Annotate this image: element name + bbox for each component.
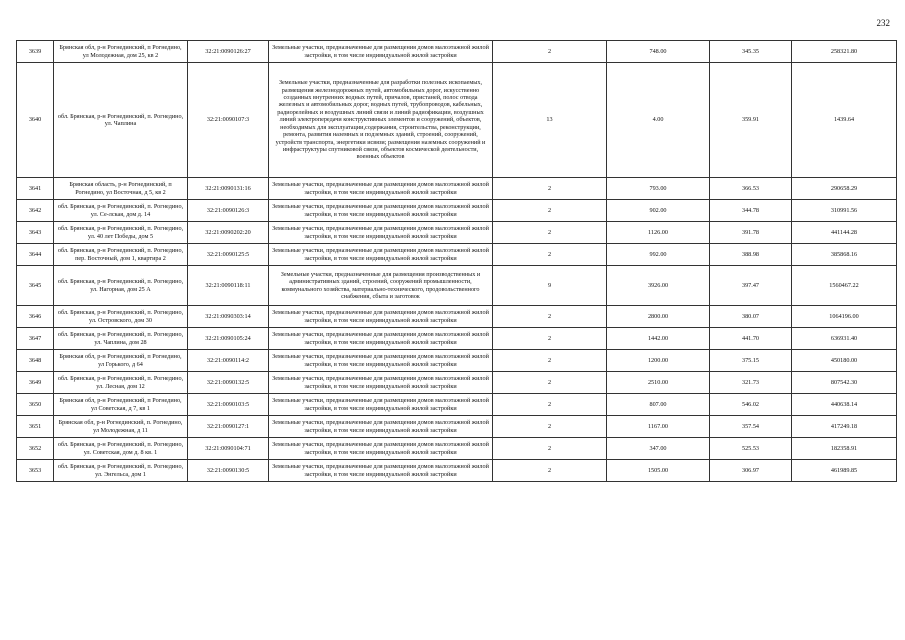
row-land-use: Земельные участки, предназначенные для размещения производственных и административных зданий, строений, сооружений промышленности, коммунального хозяйства, материально-технического, продовольственного снабжения, сбыта и заготовок xyxy=(269,266,493,306)
row-area: 992.00 xyxy=(607,244,710,266)
row-cadastral-number: 32:21:0090132:5 xyxy=(188,372,269,394)
row-cadastral-number: 32:21:0090125:5 xyxy=(188,244,269,266)
table-row xyxy=(17,394,897,416)
table-row xyxy=(17,200,897,222)
table-row xyxy=(17,306,897,328)
row-address: обл. Брянская, р-н Рогнединский, п. Рогнедино, ул. Нагорная, дом 25 А xyxy=(54,266,188,306)
row-cadastral-value: 1560467.22 xyxy=(792,266,897,306)
table-row xyxy=(17,416,897,438)
page-number: 232 xyxy=(876,18,890,28)
table-row xyxy=(17,63,897,178)
row-specific-value: 525.53 xyxy=(710,438,792,460)
row-specific-value: 366.53 xyxy=(710,178,792,200)
table-row xyxy=(17,460,897,482)
row-group-number: 2 xyxy=(493,438,607,460)
row-group-number: 2 xyxy=(493,350,607,372)
table-row xyxy=(17,372,897,394)
row-group-number: 2 xyxy=(493,306,607,328)
row-land-use: Земельные участки, предназначенные для размещения домов малоэтажной жилой застройки, в том числе индивидуальной жилой застройки xyxy=(269,306,493,328)
cadastral-value-table xyxy=(16,40,897,482)
row-area: 2510.00 xyxy=(607,372,710,394)
row-area: 1505.00 xyxy=(607,460,710,482)
row-cadastral-number: 32:21:0090131:16 xyxy=(188,178,269,200)
row-cadastral-value: 450180.00 xyxy=(792,350,897,372)
row-specific-value: 345.35 xyxy=(710,41,792,63)
row-land-use: Земельные участки, предназначенные для размещения домов малоэтажной жилой застройки, в том числе индивидуальной жилой застройки xyxy=(269,41,493,63)
row-number: 3639 xyxy=(17,41,54,63)
row-specific-value: 441.70 xyxy=(710,328,792,350)
table-row xyxy=(17,222,897,244)
row-area: 807.00 xyxy=(607,394,710,416)
row-specific-value: 546.02 xyxy=(710,394,792,416)
row-land-use: Земельные участки, предназначенные для размещения домов малоэтажной жилой застройки, в том числе индивидуальной жилой застройки xyxy=(269,394,493,416)
row-group-number: 2 xyxy=(493,328,607,350)
row-number: 3642 xyxy=(17,200,54,222)
row-number: 3653 xyxy=(17,460,54,482)
row-cadastral-number: 32:21:0090127:1 xyxy=(188,416,269,438)
table-row xyxy=(17,244,897,266)
row-address: обл. Брянская, р-н Рогнединский, п. Рогнедино, ул. Чаплина, дом 28 xyxy=(54,328,188,350)
row-group-number: 2 xyxy=(493,460,607,482)
row-address: обл. Брянская, р-н Рогнединский, п. Рогнедино, пер. Восточный, дом 1, квартира 2 xyxy=(54,244,188,266)
row-address: Брянская область, р-н Рогнединский, п Рогнедино, ул Восточная, д 5, кв 2 xyxy=(54,178,188,200)
row-specific-value: 375.15 xyxy=(710,350,792,372)
row-cadastral-number: 32:21:0090118:11 xyxy=(188,266,269,306)
row-cadastral-value: 636931.40 xyxy=(792,328,897,350)
row-land-use: Земельные участки, предназначенные для разработки полезных ископаемых, размещения железнодорожных путей, автомобильных дорог, искусственно созданных внутренних водных путей, причалов, пристаней, полос отвода железных и автомобильных дорог, водных путей, трубопроводов, кабельных, радиорелейных и воздушных линий связи и линий радиофикации, воздушных линий электропередачи конструктивных элементов и сооружений, объектов, необходимых для эксплуатации,содержания, строительства, реконструкции, ремонта, развития наземных и подземных зданий, строений, сооружений, устройств транспорта, энергетики исвязи; размещения наземных сооружений и инфраструктуры спутниковой связи, объектов космической деятельности, военных объектов xyxy=(269,63,493,178)
row-cadastral-value: 310991.56 xyxy=(792,200,897,222)
row-area: 1200.00 xyxy=(607,350,710,372)
row-address: обл. Брянская, р-н Рогнединский, п. Рогнедино, ул. Энгельса, дом 1 xyxy=(54,460,188,482)
table-row xyxy=(17,266,897,306)
row-number: 3650 xyxy=(17,394,54,416)
row-cadastral-number: 32:21:0090126:3 xyxy=(188,200,269,222)
row-area: 1126.00 xyxy=(607,222,710,244)
row-specific-value: 306.97 xyxy=(710,460,792,482)
row-area: 347.00 xyxy=(607,438,710,460)
row-cadastral-number: 32:21:0090126:27 xyxy=(188,41,269,63)
row-number: 3640 xyxy=(17,63,54,178)
row-cadastral-number: 32:21:0090303:14 xyxy=(188,306,269,328)
table-row xyxy=(17,328,897,350)
row-land-use: Земельные участки, предназначенные для размещения домов малоэтажной жилой застройки, в том числе индивидуальной жилой застройки xyxy=(269,200,493,222)
row-specific-value: 359.91 xyxy=(710,63,792,178)
row-cadastral-number: 32:21:0090105:24 xyxy=(188,328,269,350)
row-cadastral-number: 32:21:0090103:5 xyxy=(188,394,269,416)
row-cadastral-value: 441144.28 xyxy=(792,222,897,244)
row-land-use: Земельные участки, предназначенные для размещения домов малоэтажной жилой застройки, в том числе индивидуальной жилой застройки xyxy=(269,416,493,438)
row-land-use: Земельные участки, предназначенные для размещения домов малоэтажной жилой застройки, в том числе индивидуальной жилой застройки xyxy=(269,350,493,372)
row-area: 902.00 xyxy=(607,200,710,222)
row-cadastral-value: 417249.18 xyxy=(792,416,897,438)
row-number: 3649 xyxy=(17,372,54,394)
table-row xyxy=(17,438,897,460)
row-area: 4.00 xyxy=(607,63,710,178)
row-cadastral-number: 32:21:0090202:20 xyxy=(188,222,269,244)
row-number: 3645 xyxy=(17,266,54,306)
row-cadastral-value: 461989.85 xyxy=(792,460,897,482)
row-cadastral-number: 32:21:0090114:2 xyxy=(188,350,269,372)
row-cadastral-value: 440638.14 xyxy=(792,394,897,416)
row-group-number: 2 xyxy=(493,394,607,416)
row-cadastral-number: 32:21:0090107:3 xyxy=(188,63,269,178)
row-group-number: 2 xyxy=(493,372,607,394)
row-address: обл. Брянская, р-н Рогнединский, п. Рогнедино, ул. Лесная, дом 12 xyxy=(54,372,188,394)
row-area: 793.00 xyxy=(607,178,710,200)
row-group-number: 9 xyxy=(493,266,607,306)
row-address: обл. Брянская, р-н Рогнединский, п. Рогнедино, ул. Островского, дом 30 xyxy=(54,306,188,328)
row-land-use: Земельные участки, предназначенные для размещения домов малоэтажной жилой застройки, в том числе индивидуальной жилой застройки xyxy=(269,460,493,482)
row-specific-value: 397.47 xyxy=(710,266,792,306)
table-row xyxy=(17,41,897,63)
row-address: обл. Брянская, р-н Рогнединский, п. Рогнедино, ул. Чаплина xyxy=(54,63,188,178)
row-land-use: Земельные участки, предназначенные для размещения домов малоэтажной жилой застройки, в том числе индивидуальной жилой застройки xyxy=(269,244,493,266)
row-number: 3647 xyxy=(17,328,54,350)
row-group-number: 2 xyxy=(493,416,607,438)
row-area: 1167.00 xyxy=(607,416,710,438)
row-cadastral-number: 32:21:0090104:71 xyxy=(188,438,269,460)
row-group-number: 2 xyxy=(493,41,607,63)
row-cadastral-number: 32:21:0090130:5 xyxy=(188,460,269,482)
row-number: 3651 xyxy=(17,416,54,438)
row-address: Брянская обл, р-н Рогнединский, п. Рогнедино, ул Молодежная, д 11 xyxy=(54,416,188,438)
row-address: обл. Брянская, р-н Рогнединский, п. Рогнедино, ул. Советская, дом д. 8 кв. 1 xyxy=(54,438,188,460)
row-cadastral-value: 385868.16 xyxy=(792,244,897,266)
row-specific-value: 380.07 xyxy=(710,306,792,328)
row-specific-value: 321.73 xyxy=(710,372,792,394)
row-area: 1442.00 xyxy=(607,328,710,350)
row-cadastral-value: 290658.29 xyxy=(792,178,897,200)
row-specific-value: 357.54 xyxy=(710,416,792,438)
row-specific-value: 344.78 xyxy=(710,200,792,222)
row-land-use: Земельные участки, предназначенные для размещения домов малоэтажной жилой застройки, в том числе индивидуальной жилой застройки xyxy=(269,178,493,200)
row-group-number: 2 xyxy=(493,178,607,200)
table-row xyxy=(17,350,897,372)
row-specific-value: 388.98 xyxy=(710,244,792,266)
row-cadastral-value: 807542.30 xyxy=(792,372,897,394)
row-land-use: Земельные участки, предназначенные для размещения домов малоэтажной жилой застройки, в том числе индивидуальной жилой застройки xyxy=(269,372,493,394)
table-body xyxy=(17,41,897,482)
row-number: 3652 xyxy=(17,438,54,460)
table-row xyxy=(17,178,897,200)
row-land-use: Земельные участки, предназначенные для размещения домов малоэтажной жилой застройки, в том числе индивидуальной жилой застройки xyxy=(269,328,493,350)
row-area: 2800.00 xyxy=(607,306,710,328)
row-address: Брянская обл, р-н Рогнединский, п Рогнедино, ул Молодежная, дом 25, кв 2 xyxy=(54,41,188,63)
row-cadastral-value: 1439.64 xyxy=(792,63,897,178)
row-number: 3644 xyxy=(17,244,54,266)
row-cadastral-value: 1064196.00 xyxy=(792,306,897,328)
row-address: Брянская обл, р-н Рогнединский, п Рогнедино, ул Горького, д 64 xyxy=(54,350,188,372)
row-address: обл. Брянская, р-н Рогнединский, п. Рогнедино, ул. Се-лская, дом д. 14 xyxy=(54,200,188,222)
row-group-number: 2 xyxy=(493,222,607,244)
row-land-use: Земельные участки, предназначенные для размещения домов малоэтажной жилой застройки, в том числе индивидуальной жилой застройки xyxy=(269,438,493,460)
row-group-number: 2 xyxy=(493,244,607,266)
row-cadastral-value: 182358.91 xyxy=(792,438,897,460)
row-cadastral-value: 258321.80 xyxy=(792,41,897,63)
row-number: 3643 xyxy=(17,222,54,244)
row-area: 3926.00 xyxy=(607,266,710,306)
row-address: обл. Брянская, р-н Рогнединский, п. Рогнедино, ул. 40 лет Победы, дом 5 xyxy=(54,222,188,244)
row-address: Брянская обл, р-н Рогнединский, п Рогнедино, ул Советская, д 7, кв 1 xyxy=(54,394,188,416)
row-land-use: Земельные участки, предназначенные для размещения домов малоэтажной жилой застройки, в том числе индивидуальной жилой застройки xyxy=(269,222,493,244)
row-specific-value: 391.78 xyxy=(710,222,792,244)
row-number: 3648 xyxy=(17,350,54,372)
row-number: 3646 xyxy=(17,306,54,328)
row-group-number: 13 xyxy=(493,63,607,178)
row-area: 748.00 xyxy=(607,41,710,63)
row-group-number: 2 xyxy=(493,200,607,222)
row-number: 3641 xyxy=(17,178,54,200)
